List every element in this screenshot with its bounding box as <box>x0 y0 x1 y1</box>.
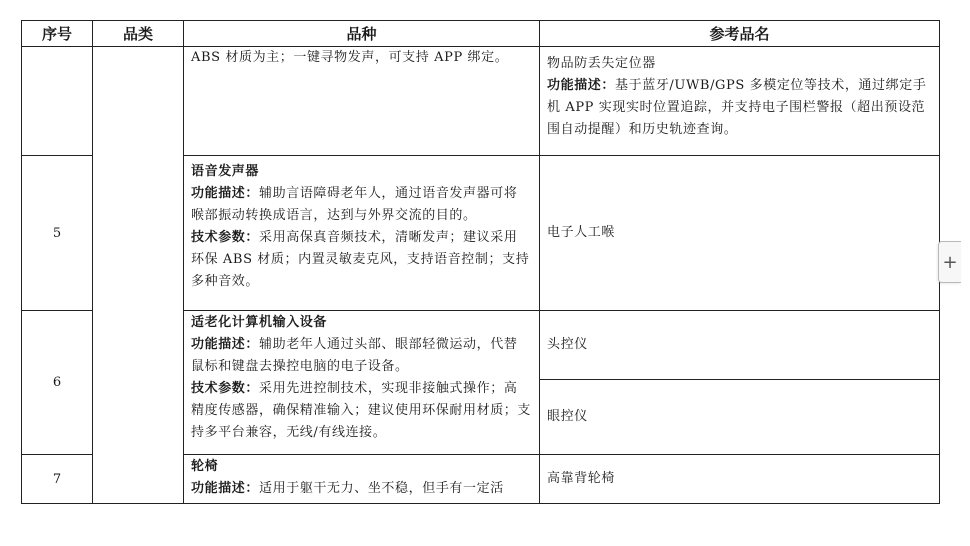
function-text: 辅助老年人通过头部、眼部轻微运动，代替鼠标和键盘去操控电脑的电子设备。 <box>191 337 518 374</box>
variety-text: ABS 材质为主；一键寻物发声，可支持 APP 绑定。 <box>191 50 509 65</box>
no-cell: 6 <box>22 311 93 455</box>
reference-name: 高靠背轮椅 <box>547 471 616 486</box>
variety-title: 语音发声器 <box>191 164 260 179</box>
function-label: 功能描述： <box>191 186 260 201</box>
reference-desc-text: 基于蓝牙/UWB/GPS 多模定位等技术，通过绑定手机 APP 实现实时位置追踪，并支持电子围栏警报（超出预设范围自动提醒）和历史轨迹查询。 <box>547 78 927 137</box>
reference-name: 眼控仪 <box>547 409 588 424</box>
tech-label: 技术参数： <box>191 230 260 245</box>
reference-description <box>547 75 931 141</box>
function-description <box>191 334 531 378</box>
function-label: 功能描述： <box>191 337 260 352</box>
category-cell-merged <box>93 47 184 504</box>
technical-parameters <box>191 378 531 444</box>
reference-name: 物品防丢失定位器 <box>547 56 656 71</box>
reference-cell <box>540 311 940 380</box>
reference-cell <box>540 47 940 156</box>
reference-cell <box>540 455 940 504</box>
header-no: 序号 <box>22 21 93 47</box>
no-cell: 5 <box>22 156 93 311</box>
no-cell: 7 <box>22 455 93 504</box>
no-cell <box>22 47 93 156</box>
function-text: 辅助言语障碍老年人，通过语音发声器可将喉部振动转换成语言，达到与外界交流的目的。 <box>191 186 518 223</box>
reference-desc-label: 功能描述： <box>547 78 616 93</box>
header-category: 品类 <box>93 21 184 47</box>
variety-cell <box>184 455 540 504</box>
reference-name: 电子人工喉 <box>547 225 616 240</box>
table-row <box>22 47 940 156</box>
function-description <box>191 478 531 500</box>
function-label: 功能描述： <box>191 481 260 496</box>
variety-title: 适老化计算机输入设备 <box>191 315 328 330</box>
variety-cell <box>184 311 540 455</box>
header-reference: 参考品名 <box>540 21 940 47</box>
tech-text: 采用先进控制技术，实现非接触式操作；高精度传感器，确保精准输入；建议使用环保耐用材质；支持多平台兼容，无线/有线连接。 <box>191 381 532 440</box>
tech-label: 技术参数： <box>191 381 260 396</box>
reference-name: 头控仪 <box>547 337 588 352</box>
variety-title: 轮椅 <box>191 459 219 474</box>
header-variety: 品种 <box>184 21 540 47</box>
add-column-handle[interactable] <box>938 241 961 283</box>
tech-text: 采用高保真音频技术，清晰发声；建议采用环保 ABS 材质；内置灵敏麦克风，支持语音控制；支持多种音效。 <box>191 230 530 289</box>
table-header-row <box>22 21 940 47</box>
plus-icon: + <box>942 251 958 273</box>
variety-cell <box>184 156 540 311</box>
function-description <box>191 183 531 227</box>
product-catalog-table <box>21 20 940 504</box>
function-text: 适用于躯干无力、坐不稳，但手有一定活 <box>259 481 504 496</box>
reference-cell <box>540 380 940 455</box>
reference-cell <box>540 156 940 311</box>
variety-cell <box>184 47 540 156</box>
technical-parameters <box>191 227 531 293</box>
